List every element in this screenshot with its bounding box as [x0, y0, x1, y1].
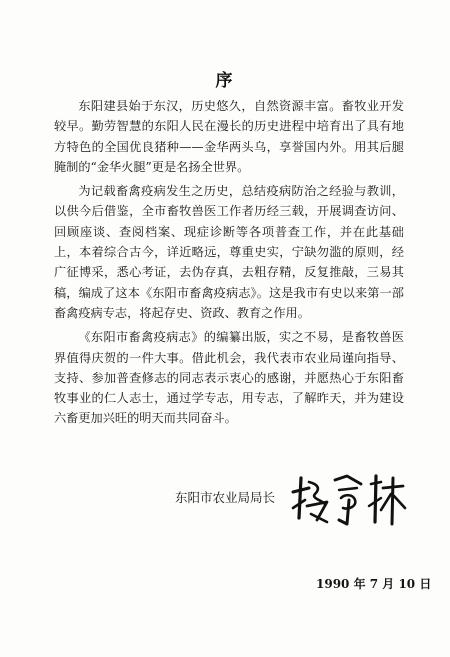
paragraph-2: 为记载畜禽疫病发生之历史，总结疫病防治之经验与教训，以供今后借鉴，全市畜牧兽医工作者历经三载，开展调查访问、回顾座谈、查阅档案、现症诊断等各项普查工作，并在此基础上，本着综合古今，详近略远，尊重史实，宁缺勿滥的原则，经广征博采，悉心考证，去伪存真，去粗存精，反复推敲，三易其稿，编成了这本《东阳市畜禽疫病志》。这是我市有史以来第一部畜禽疫病专志，将起存史、资政、教育之作用。	[54, 184, 404, 320]
handwritten-signature	[287, 470, 407, 530]
paragraph-3: 《东阳市畜禽疫病志》的编纂出版，实之不易，是畜牧兽医界值得庆贺的一件大事。借此机会，我代表市农业局谨向指导、支持、参加普查修志的同志表示衷心的感谢，并愿热心于东阳畜牧事业的仁人志士，通过学专志，用专志，了解昨天，并为建设六畜更加兴旺的明天而共同奋斗。	[54, 330, 404, 426]
paragraph-1: 东阳建县始于东汉，历史悠久，自然资源丰富。畜牧业开发较早。勤劳智慧的东阳人民在漫长的历史进程中培育出了具有地方特色的全国优良猪种——金华两头乌，享誉国内外。用其后腿腌制的“金华火腿”更是名扬全世界。	[54, 99, 404, 174]
signer-title: 东阳市农业局局长	[175, 490, 276, 505]
preface-body	[54, 96, 404, 429]
document-date: 1990 年 7 月 10 日	[316, 577, 432, 591]
preface-title: 序	[215, 71, 235, 91]
signature-block	[175, 470, 425, 530]
